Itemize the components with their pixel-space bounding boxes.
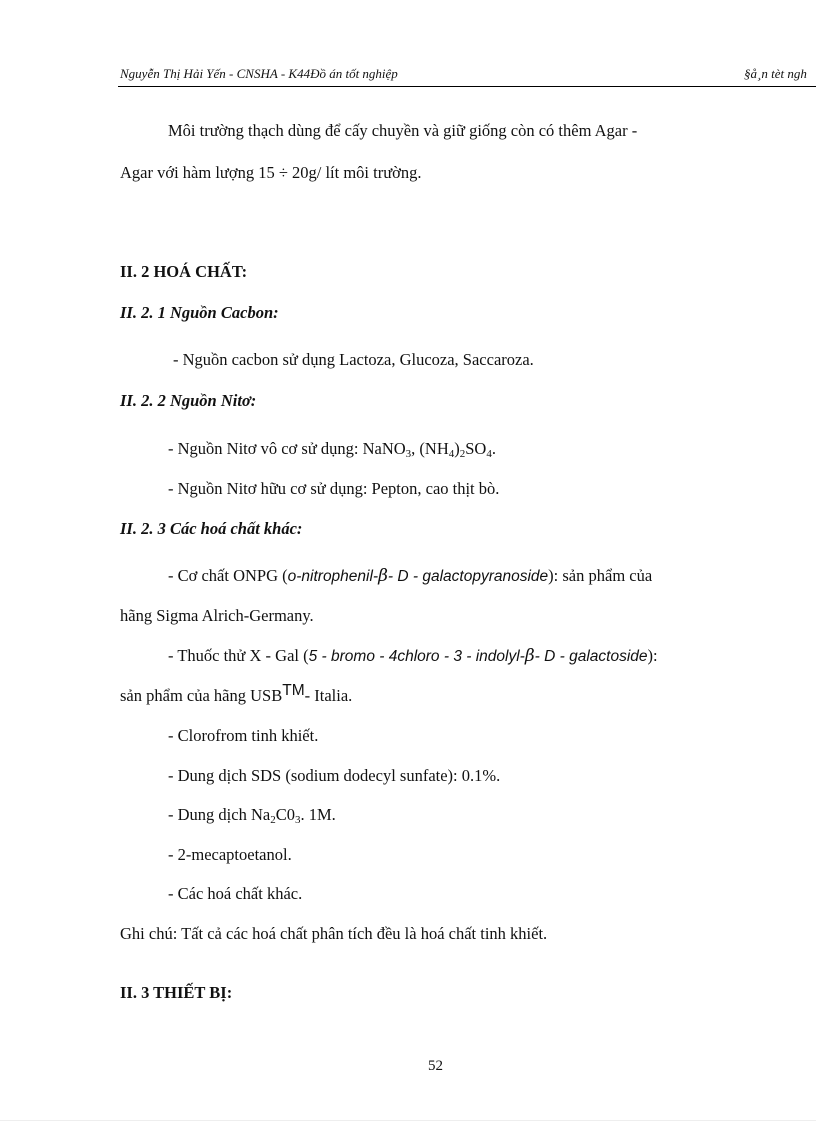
running-header-left: Nguyễn Thị Hải Yến - CNSHA - K44Đồ án tốt nghiệp — [120, 66, 398, 81]
paragraph-agar-line-1: Môi trường thạch dùng để cấy chuyền và giữ giống còn có thêm Agar - — [168, 121, 638, 140]
sds-item: - Dung dịch SDS (sodium dodecyl sunfate): 0.1%. — [168, 766, 501, 785]
heading-hoa-chat-khac: II. 2. 3 Các hoá chất khác: — [120, 519, 303, 538]
onpg-item: - Cơ chất ONPG (o-nitrophenil-β- D - galactopyranoside): sản phẩm của — [168, 566, 653, 586]
na2co3-item: - Dung dịch $Na_2C0_3$. 1M. — [168, 805, 336, 826]
cacbon-item: - Nguồn cacbon sử dụng Lactoza, Glucoza, Saccaroza. — [173, 350, 534, 369]
heading-nguon-nito: II. 2. 2 Nguồn Nitơ: — [120, 391, 257, 410]
heading-thiet-bi: II. 3 THIẾT BỊ: — [120, 983, 233, 1002]
other-chemicals-item: - Các hoá chất khác. — [168, 884, 303, 903]
page-bottom-edge — [0, 1120, 816, 1121]
xgal-item: - Thuốc thử X - Gal (5 - bromo - 4chloro - 3 - indolyl-β- D - galactoside): — [168, 646, 658, 666]
running-header-right: §å¸n tèt ngh — [744, 66, 807, 81]
xgal-item-line-2: sản phẩm của hãng USB™- Italia. — [120, 682, 353, 705]
note-paragraph: Ghi chú: Tất cả các hoá chất phân tích đều là hoá chất tinh khiết. — [120, 924, 548, 943]
nito-vo-co-item: - Nguồn Nitơ vô cơ sử dụng: NaNO$_3$, $(NH_4)_2SO_4$. — [168, 439, 496, 460]
heading-hoa-chat: II. 2 HOÁ CHẤT: — [120, 262, 248, 281]
heading-nguon-cacbon: II. 2. 1 Nguồn Cacbon: — [120, 303, 279, 322]
nito-huu-co-item: - Nguồn Nitơ hữu cơ sử dụng: Pepton, cao thịt bò. — [168, 479, 500, 498]
header-rule — [118, 86, 816, 87]
mecaptoetanol-item: - 2-mecaptoetanol. — [168, 845, 292, 864]
clorofrom-item: - Clorofrom tinh khiết. — [168, 726, 319, 745]
page-number: 52 — [428, 1058, 443, 1074]
onpg-item-line-2: hãng Sigma Alrich-Germany. — [120, 606, 314, 625]
paragraph-agar-line-2: Agar với hàm lượng 15 ÷ 20g/ lít môi trường. — [120, 163, 422, 182]
